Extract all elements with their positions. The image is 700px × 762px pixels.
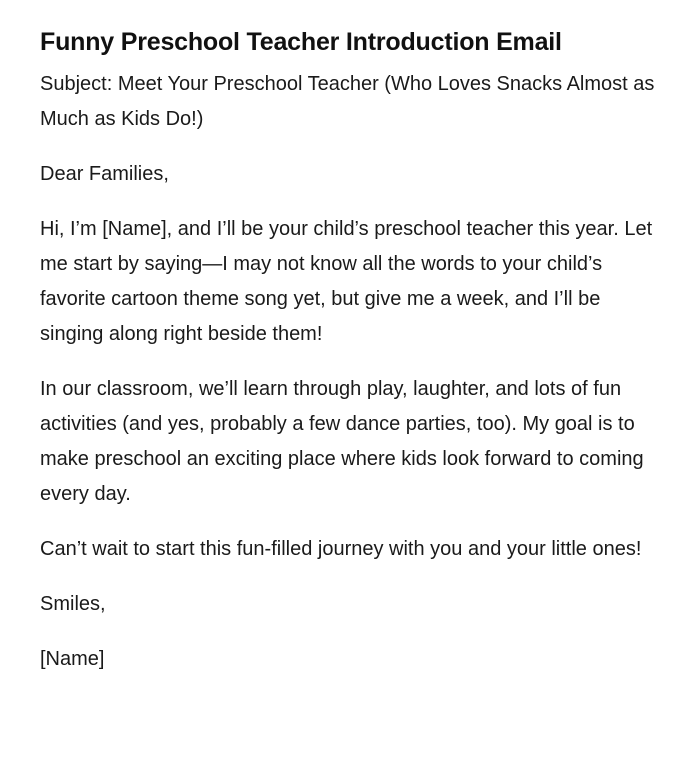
email-signature: [Name] — [40, 648, 105, 670]
email-paragraph-classroom: In our classroom, we’ll learn through play, laughter, and lots of fun activities (and yes, probably a few dance parties, too). My goal is to make preschool an exciting place where kids look forward to coming every day. — [40, 378, 644, 505]
email-greeting: Dear Families, — [40, 163, 169, 185]
email-paragraph-closing-remark: Can’t wait to start this fun-filled journey with you and your little ones! — [40, 538, 642, 560]
email-closing: Smiles, — [40, 593, 106, 615]
document-title: Funny Preschool Teacher Introduction Email — [40, 28, 562, 56]
email-subject: Subject: Meet Your Preschool Teacher (Who Loves Snacks Almost as Much as Kids Do!) — [40, 73, 655, 130]
email-paragraph-intro: Hi, I’m [Name], and I’ll be your child’s preschool teacher this year. Let me start by saying—I may not know all the words to your child’s favorite cartoon theme song yet, but give me a week, and I’ll be singing along right beside them! — [40, 218, 653, 345]
